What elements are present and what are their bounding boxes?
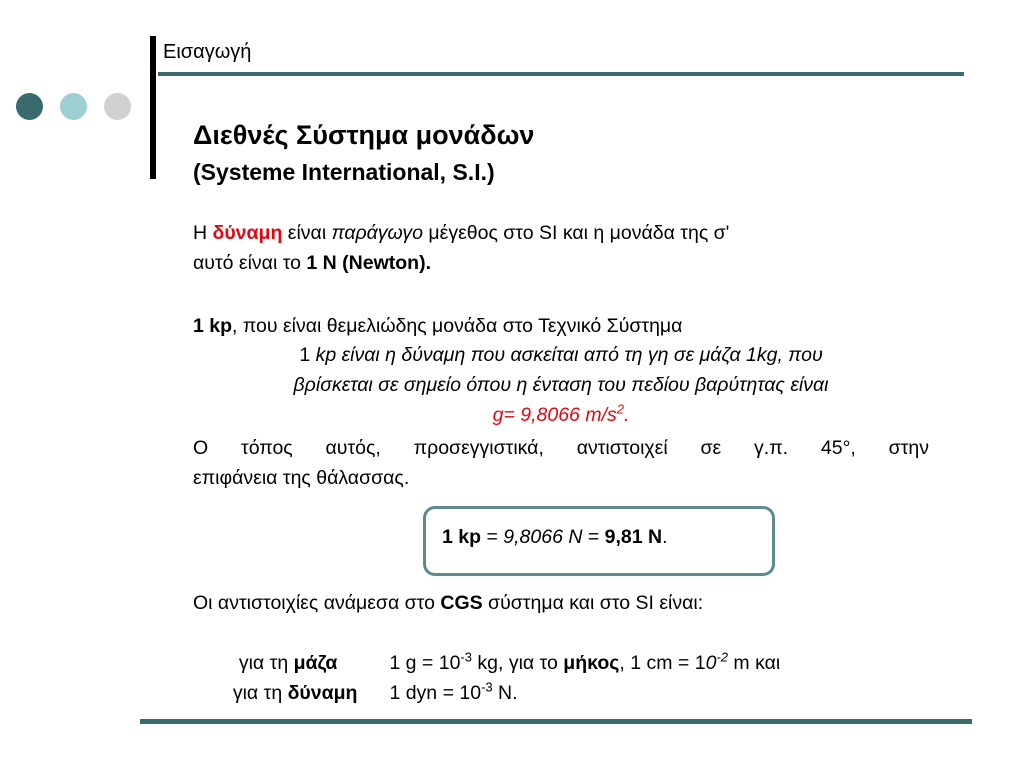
decor-dot-dark [16, 93, 43, 120]
text: . [623, 404, 630, 426]
term-mass: μάζα [293, 652, 338, 674]
text: είναι [282, 222, 332, 244]
exponent: -2 [716, 649, 729, 665]
text: N. [492, 682, 518, 704]
term-kp: 1 kp [193, 315, 233, 337]
text: για τη [232, 682, 288, 704]
paragraph-force-definition [193, 218, 933, 278]
text: 1 [299, 344, 316, 366]
text: 9,81 N [604, 526, 663, 548]
text: Η [193, 222, 213, 244]
exponent: -3 [460, 649, 472, 665]
text: , που είναι θεμελιώδης μονάδα στο Τεχνικό Σύστημα [232, 315, 683, 337]
unit-newton: 1 N (Newton). [306, 252, 431, 274]
text: = [481, 526, 504, 548]
kp-definition-line1 [193, 340, 929, 370]
decor-dot-light [60, 93, 87, 120]
slide-title: Διεθνές Σύστημα μονάδων [193, 120, 535, 150]
text: 0 [705, 652, 717, 674]
text: σύστημα και στο SI είναι: [482, 592, 704, 614]
footer-rule [140, 719, 972, 724]
kp-definition-line2: βρίσκεται σε σημείο όπου η ένταση του πεδίου βαρύτητας είναι [293, 374, 829, 396]
cgs-intro [193, 588, 703, 618]
text: 1 g = 10 [389, 652, 461, 674]
term-force-cgs: δύναμη [287, 682, 358, 704]
decor-dot-grey [104, 93, 131, 120]
header-rule [158, 72, 964, 76]
term-length: μήκος [563, 652, 620, 674]
text: , 1 cm = 1 [619, 652, 706, 674]
text: g= 9,8066 m/s [492, 404, 617, 426]
text: kp είναι η δύναμη που ασκείται από τη γη σε μάζα 1kg, που [315, 344, 823, 366]
text: 1 kp [442, 526, 482, 548]
text: m και [728, 652, 781, 674]
text: Οι αντιστοιχίες ανάμεσα στο [193, 592, 441, 614]
text: αυτό είναι το [193, 252, 307, 274]
vertical-divider [150, 36, 156, 179]
exponent: -3 [481, 679, 493, 695]
text: 9,8066 N [503, 526, 583, 548]
exponent: 2 [616, 401, 624, 417]
equation-text [442, 526, 668, 549]
text: μέγεθος στο SI και η μονάδα της σ' [422, 222, 730, 244]
paragraph-kp [193, 311, 933, 341]
text: = [582, 526, 605, 548]
term-derived: παράγωγο [331, 222, 423, 244]
text: . [662, 526, 668, 548]
text: για τη [238, 652, 294, 674]
location-line1: Ο τόπος αυτός, προσεγγιστικά, αντιστοιχεί σε γ.π. 45°, στην [193, 437, 929, 459]
text: kg, για το [471, 652, 564, 674]
gravity-value [193, 400, 929, 430]
slide-subtitle: (Systeme International, S.I.) [193, 159, 495, 185]
kp-definition-block [193, 340, 929, 430]
term-force: δύναμη [212, 222, 283, 244]
cgs-force [222, 648, 518, 708]
text: 1 dyn = 10 [389, 682, 482, 704]
term-cgs: CGS [440, 592, 483, 614]
location-line2: επιφάνεια της θάλασσας. [193, 467, 410, 489]
section-title: Εισαγωγή [163, 41, 252, 63]
